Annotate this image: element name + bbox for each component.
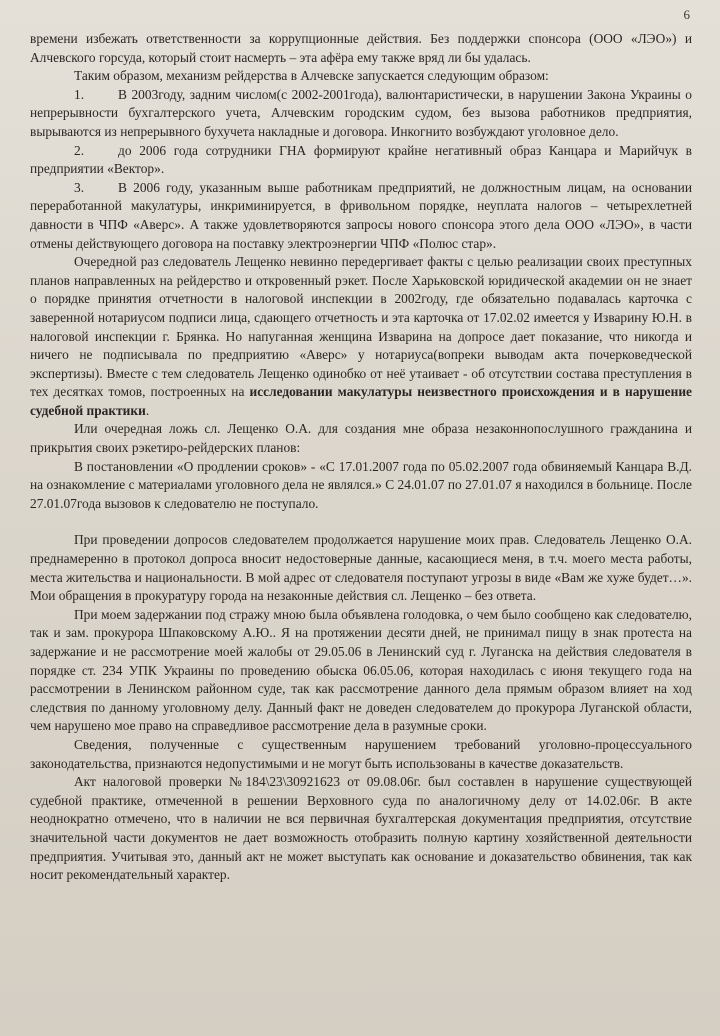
- paragraph-text: Очередной раз следователь Лещенко невинно передергивает факты с целью реализации своих преступных планов направленных на рейдерство и откровенный рэкет. После Харьковской юридической академии он не знает о порядке принятия отчетности в налоговой инспекции в 2002году, где обязательно подавалась карточка с заверенной нотариусом подписи лица, сдающего отчетность и эта карточка от 17.02.02 имеется у Изварину Ю.Н. в налоговой инспекции г. Брянка. Но напуганная женщина Изварина на допросе дает показание, что никогда и ничего не подписывала по предприятию «Аверс» у нотариуса(вопреки выводам акта почерковедческой экспертизы). Вместе с тем следователь Лещенко одинобко от неё утаивает - об отсутствии состава преступления в тех десятках томов, построенных на: [30, 254, 692, 400]
- page-number: 6: [683, 7, 690, 22]
- paragraph-resolution: В постановлении «О продлении сроков» - «С 17.01.2007 года по 05.02.2007 года обвиняемый Канцара В.Д. на ознакомление с материалами уголовного дела не являлся.» С 24.01.07 по 27.01.07 я находился в больнице. После 27.01.07года вызовов к следователю не поступало.: [30, 458, 692, 511]
- list-item-1: [30, 86, 692, 142]
- list-item-text: до 2006 года сотрудники ГНА формируют крайне негативный образ Канцара и Марийчук в предприятии «Вектор».: [30, 142, 692, 177]
- paragraph-tax-audit: Акт налоговой проверки №184\23\30921623 от 09.08.06г. был составлен в нарушение существующей судебной практике, отмеченной в решении Верховного суда по аналогичному делу от 14.02.06г. В акте неоднократно отмечено, что в наличии не вся первичная бухгалтерская документация предприятия, отсутствие значительной части документов не дает возможность отобразить полную картину хозяйственной деятельности предприятия. Учитывая это, данный акт не может выступать как основание и доказательство обвинения, так как носит рекомендательный характер.: [30, 774, 692, 883]
- paragraph-rights-violation: При проведении допросов следователем продолжается нарушение моих прав. Следователь Лещенко О.А. преднамеренно в протокол допроса вносит недостоверные данные, касающиеся меня, в т.ч. моего места работы, места жительства и национальности. В мой адрес от следователя поступают угрозы в виде «Вам же хуже будет…». Мои обращения в прокуратуру города на незаконные действия сл. Лещенко – без ответа.: [30, 532, 692, 604]
- list-item-number: 3.: [74, 179, 85, 195]
- list-item-number: 1.: [74, 86, 85, 102]
- list-item-text: В 2003году, задним числом(с 2002-2001года), валюнтаристически, в нарушении Закона Украины о непрерывности бухгалтерского учета, Алчевским городским судом, без вызова работников предприятия, вырываются из непрерывного бухучета накладные и договора. Инкогнито возбуждают уголовное дело.: [30, 86, 692, 139]
- paragraph-mechanism-intro: Таким образом, механизм рейдерства в Алчевске запускается следующим образом:: [74, 68, 549, 84]
- paragraph-hunger-strike: При моем задержании под стражу мною была объявлена голодовка, о чем было сообщено как следователю, так и зам. прокурора Шпаковскому А.Ю.. Я на протяжении десяти дней, не принимал пищу в знак протеста на задержание и не рассмотрение моей жалобы от 29.05.06 в Ленинский суд г. Луганска на действия следователя в порядке ст. 234 УПК Украины по проведению обыска 06.05.06, которая находилась с июня текущего года на рассмотрении в Ленинском районном суде, так как рассмотрение данного дела прямым образом влияет на ход следствия по данному уголовному делу. Данный факт не доведен следователем до прокурора Луганской области, чем нарушено мое право на справедливое рассмотрение дела в разумные сроки.: [30, 606, 692, 734]
- paragraph-continuation: времени избежать ответственности за коррупционные действия. Без поддержки спонсора (ООО «ЛЭО») и Алчевского горсуда, который стоит насмерть – эта афёра ему также вряд ли бы удалась.: [30, 31, 692, 65]
- paragraph-lie: Или очередная ложь сл. Лещенко О.А. для создания мне образа незаконнопослушного гражданина и прикрытия своих рэкетиро-рейдерских планов:: [30, 421, 692, 456]
- emphasis-text: исследовании макулатуры неизвестного происхождения и в нарушение судебной практики: [30, 384, 692, 418]
- list-item-3: [30, 179, 692, 253]
- paragraph-end: .: [145, 402, 150, 418]
- paragraph-evidence: Сведения, полученные с существенным нарушением требований уголовно-процессуального законодательства, признаются недопустимыми и не могут быть использованы в качестве доказательств.: [30, 736, 692, 771]
- paragraph-investigator: [30, 253, 692, 420]
- list-item-2: [30, 142, 692, 179]
- list-item-number: 2.: [74, 142, 85, 158]
- list-item-text: В 2006 году, указанным выше работникам предприятий, не должностным лицам, на основании переработанной макулатуры, инкриминируется, в фривольном порядке, неуплата налогов – четырехлетней давности в ЧПФ «Аверс». А также удовлетворяются запросы нового спонсора этого дела ООО «ЛЭО», в части отмены действующего договора на поставку электроэнергии ЧПФ «Полюс стар».: [30, 179, 692, 251]
